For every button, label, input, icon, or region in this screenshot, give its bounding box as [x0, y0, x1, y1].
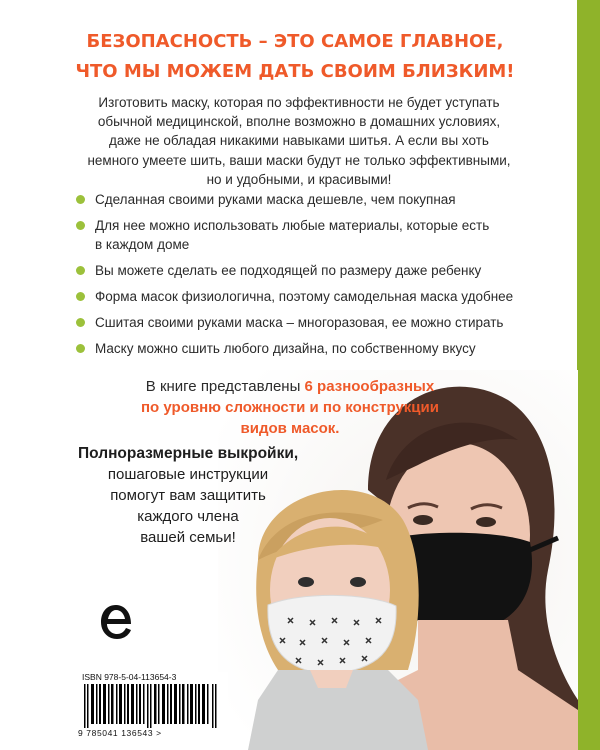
headline-line-1: БЕЗОПАСНОСТЬ – ЭТО САМОЕ ГЛАВНОЕ, [86, 31, 504, 52]
list-item [74, 287, 524, 306]
intro-line: даже не обладая никакими навыками шитья. А если вы хоть [109, 133, 489, 149]
list-item [74, 216, 524, 254]
book-info-prefix: В книге представлены [145, 378, 301, 395]
bullet-dot-icon [76, 195, 85, 204]
book-info [80, 376, 500, 439]
list-item [74, 261, 524, 280]
book-info-highlight: по уровню сложности и по конструкции [141, 399, 439, 416]
list-item-text: Сделанная своими руками маска дешевле, чем покупная [95, 192, 456, 207]
barcode-number: 9 785041 136543 > [78, 728, 162, 738]
isbn-label: ISBN 978-5-04-113654-3 [82, 672, 177, 682]
intro-paragraph [74, 93, 524, 189]
book-info-highlight: видов масок. [240, 420, 340, 437]
list-item [74, 313, 524, 332]
benefits-list [74, 190, 524, 358]
headline-line-2: ЧТО МЫ МОЖЕМ ДАТЬ СВОИМ БЛИЗКИМ! [75, 61, 515, 82]
patterns-line: помогут вам защитить [110, 487, 266, 504]
list-item-text: Вы можете сделать ее подходящей по размеру даже ребенку [95, 263, 482, 278]
bullet-dot-icon [76, 292, 85, 301]
barcode-icon [84, 684, 222, 728]
patterns-text [78, 443, 298, 548]
barcode-area [78, 672, 228, 742]
patterns-bold-line: Полноразмерные выкройки, [78, 445, 299, 462]
list-item [74, 190, 524, 209]
intro-line: обычной медицинской, вполне возможно в домашних условиях, [97, 114, 501, 130]
bullet-dot-icon [76, 221, 85, 230]
list-item-text: Форма масок физиологична, поэтому самодельная маска удобнее [95, 289, 514, 304]
list-item-text: Маску можно сшить любого дизайна, по собственному вкусу [95, 341, 476, 356]
patterns-line: вашей семьи! [140, 529, 236, 546]
patterns-line: пошаговые инструкции [107, 466, 269, 483]
book-info-line-1 [80, 376, 500, 397]
bullet-dot-icon [76, 344, 85, 353]
publisher-logo-icon [99, 603, 133, 641]
bullet-dot-icon [76, 318, 85, 327]
list-item-text: в каждом доме [95, 237, 190, 252]
intro-line: немного умеете шить, ваши маски будут не только эффективными, [87, 152, 511, 168]
patterns-line: каждого члена [137, 508, 239, 525]
book-info-highlight: 6 разнообразных [304, 378, 435, 395]
intro-line: Изготовить маску, которая по эффективности не будет уступать [98, 95, 500, 110]
list-item-text: Сшитая своими руками маска – многоразовая, ее можно стирать [95, 315, 504, 330]
spine-stripe [577, 0, 600, 750]
bullet-dot-icon [76, 266, 85, 275]
list-item [74, 339, 524, 358]
intro-line: но и удобными, и красивыми! [206, 171, 392, 187]
headline [60, 27, 530, 87]
list-item-text: Для нее можно использовать любые материалы, которые есть [95, 218, 490, 233]
